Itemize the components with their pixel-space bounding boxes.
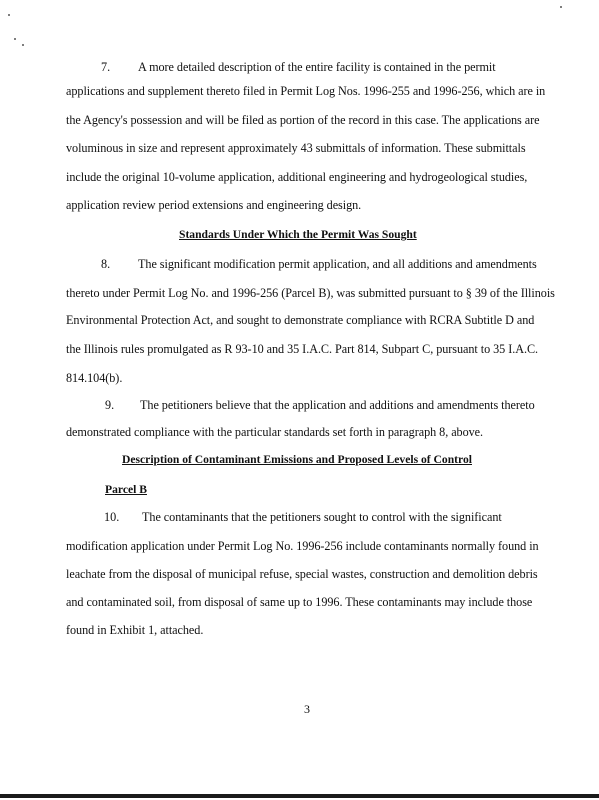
scan-speck — [14, 38, 16, 40]
paragraph-number: 8. — [101, 257, 111, 271]
paragraph-line: leachate from the disposal of municipal refuse, special wastes, construction and demolition debris — [66, 567, 538, 581]
paragraph-line: include the original 10-volume application, additional engineering and hydrogeological studies, — [66, 170, 528, 184]
paragraph-line: application review period extensions and engineering design. — [66, 198, 362, 212]
page-number: 3 — [304, 702, 310, 716]
paragraph-line: The contaminants that the petitioners sought to control with the significant — [142, 510, 502, 524]
paragraph-number: 9. — [105, 398, 115, 412]
section-heading-standards: Standards Under Which the Permit Was Sought — [179, 228, 417, 241]
scan-bottom-edge — [0, 794, 599, 798]
paragraph-line: thereto under Permit Log No. and 1996-256 (Parcel B), was submitted pursuant to § 39 of the Illinois — [66, 286, 555, 300]
paragraph-line: the Agency's possession and will be filed as portion of the record in this case. The applications are — [66, 113, 540, 127]
paragraph-line: Environmental Protection Act, and sought to demonstrate compliance with RCRA Subtitle D and — [66, 313, 535, 327]
scan-speck — [560, 6, 562, 8]
paragraph-line: The significant modification permit application, and all additions and amendments — [138, 257, 537, 271]
paragraph-line: and contaminated soil, from disposal of same up to 1996. These contaminants may include those — [66, 595, 533, 609]
paragraph-line: found in Exhibit 1, attached. — [66, 623, 204, 637]
paragraph-line: A more detailed description of the entire facility is contained in the permit — [138, 60, 496, 74]
paragraph-line: 814.104(b). — [66, 371, 123, 385]
paragraph-line: demonstrated compliance with the particular standards set forth in paragraph 8, above. — [66, 425, 484, 439]
subheading-parcel: Parcel B — [105, 483, 147, 496]
paragraph-line: voluminous in size and represent approximately 43 submittals of information. These submittals — [66, 141, 526, 155]
paragraph-line: modification application under Permit Log No. 1996-256 include contaminants normally found in — [66, 539, 539, 553]
paragraph-line: The petitioners believe that the application and additions and amendments thereto — [140, 398, 535, 412]
scan-speck — [8, 14, 10, 16]
paragraph-line: applications and supplement thereto filed in Permit Log Nos. 1996-255 and 1996-256, which are in — [66, 84, 546, 98]
paragraph-number: 10. — [104, 510, 120, 524]
scan-speck — [22, 44, 24, 46]
paragraph-line: the Illinois rules promulgated as R 93-10 and 35 I.A.C. Part 814, Subpart C, pursuant to 35 I.A.C. — [66, 342, 539, 356]
section-heading-description: Description of Contaminant Emissions and Proposed Levels of Control — [122, 453, 472, 466]
paragraph-number: 7. — [101, 60, 111, 74]
